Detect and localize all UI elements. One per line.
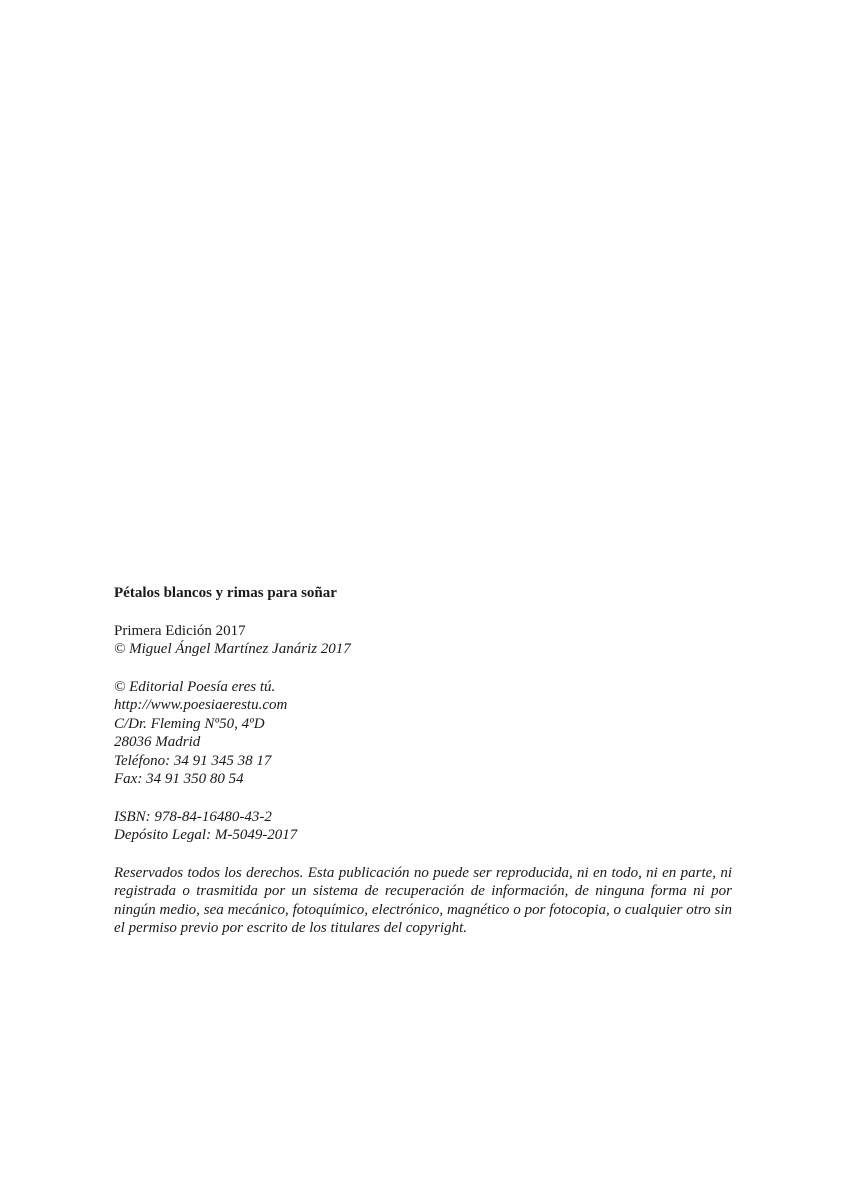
publisher-address: C/Dr. Fleming Nº50, 4ºD bbox=[114, 715, 265, 732]
book-title: Pétalos blancos y rimas para soñar bbox=[114, 585, 337, 601]
publisher-city: 28036 Madrid bbox=[114, 734, 201, 750]
author-copyright: © Miguel Ángel Martínez Janáriz 2017 bbox=[114, 641, 351, 657]
edition-block bbox=[114, 622, 732, 659]
edition-line: Primera Edición 2017 bbox=[114, 622, 246, 639]
colophon bbox=[114, 584, 732, 938]
publisher-fax: Fax: 34 91 350 80 54 bbox=[114, 771, 244, 787]
publisher-block bbox=[114, 678, 732, 789]
publisher-website: http://www.poesiaerestu.com bbox=[114, 697, 288, 713]
legal-block bbox=[114, 808, 732, 845]
publisher-phone: Teléfono: 34 91 345 38 17 bbox=[114, 752, 272, 769]
legal-deposit: Depósito Legal: M-5049-2017 bbox=[114, 827, 298, 843]
rights-notice: Reservados todos los derechos. Esta publicación no puede ser reproducida, ni en todo, ni en parte, ni registrada o trasmitida por un sistema de recuperación de información, de ninguna forma ni por ningún medio, sea mecánico, fotoquímico, electrónico, magnético o por fotocopia, o cualquier otro sin el permiso previo por escrito de los titulares del copyright. bbox=[114, 864, 732, 936]
publisher-name: © Editorial Poesía eres tú. bbox=[114, 678, 276, 695]
isbn: ISBN: 978-84-16480-43-2 bbox=[114, 808, 272, 825]
